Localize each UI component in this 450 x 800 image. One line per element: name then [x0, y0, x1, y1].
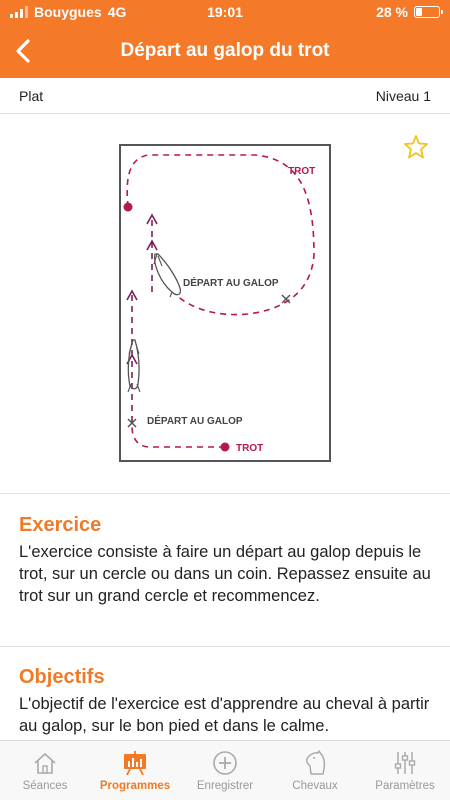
trot-start-dot-bottom [221, 443, 230, 452]
chevron-left-icon [13, 38, 35, 64]
canter-start-label-lower: DÉPART AU GALOP [147, 416, 243, 427]
page-title: Départ au galop du trot [120, 40, 330, 61]
navigation-bar [0, 24, 450, 78]
plus-circle-icon [211, 749, 239, 777]
carrier-name: Bouygues [34, 4, 102, 20]
back-button[interactable] [6, 33, 42, 69]
arena-outline [120, 145, 330, 461]
objectives-section [19, 666, 434, 737]
horse-figure-upper [154, 254, 180, 297]
battery-percent: 28 % [376, 4, 408, 20]
section-divider [0, 646, 450, 647]
status-bar [0, 0, 450, 24]
objectives-description: L'objectif de l'exercice est d'apprendre au cheval à partir au galop, sur le bon pied et dans le calme. [19, 695, 430, 735]
horse-figure-lower [128, 340, 140, 392]
trot-label-bottom: TROT [236, 443, 264, 454]
tab-parametres[interactable] [360, 741, 450, 800]
tab-programmes-label: Programmes [99, 780, 171, 792]
tab-chevaux[interactable] [270, 741, 360, 800]
exercise-description: L'exercice consiste à faire un départ au galop depuis le trot, sur un cercle ou dans un coin. Repassez ensuite au trot sur un grand cercle et recommencez. [19, 543, 431, 605]
tab-seances[interactable] [0, 741, 90, 800]
category-label: Plat [19, 87, 44, 104]
battery-level [416, 8, 422, 16]
tab-chevaux-label: Chevaux [292, 780, 338, 792]
house-icon [31, 749, 59, 777]
tab-programmes[interactable] [90, 741, 180, 800]
battery-icon [414, 6, 440, 18]
clock: 19:01 [207, 4, 243, 20]
sliders-icon [391, 749, 419, 777]
exercise-section [19, 514, 434, 607]
tab-parametres-label: Paramètres [375, 780, 435, 792]
presentation-board-icon [121, 749, 149, 777]
trot-path-lower [132, 426, 225, 447]
horse-head-icon [301, 749, 329, 777]
canter-start-label-upper: DÉPART AU GALOP [183, 278, 279, 289]
tab-enregistrer-label: Enregistrer [196, 780, 254, 792]
trot-start-dot-top [124, 203, 133, 212]
tab-enregistrer[interactable] [180, 741, 270, 800]
level-label: Niveau 1 [375, 87, 431, 104]
exercise-meta [0, 78, 450, 114]
battery-info [376, 4, 440, 20]
trot-circle-path [127, 155, 314, 315]
exercise-diagram-panel [0, 114, 450, 494]
network-type: 4G [107, 4, 127, 20]
trot-label-top: TROT [288, 166, 316, 177]
objectives-heading: Objectifs [19, 666, 105, 688]
signal-icon [10, 6, 28, 18]
tab-bar [0, 740, 450, 800]
exercise-heading: Exercice [19, 514, 102, 536]
carrier-info [10, 4, 126, 20]
exercise-diagram [0, 114, 450, 494]
tab-seances-label: Séances [22, 780, 68, 792]
